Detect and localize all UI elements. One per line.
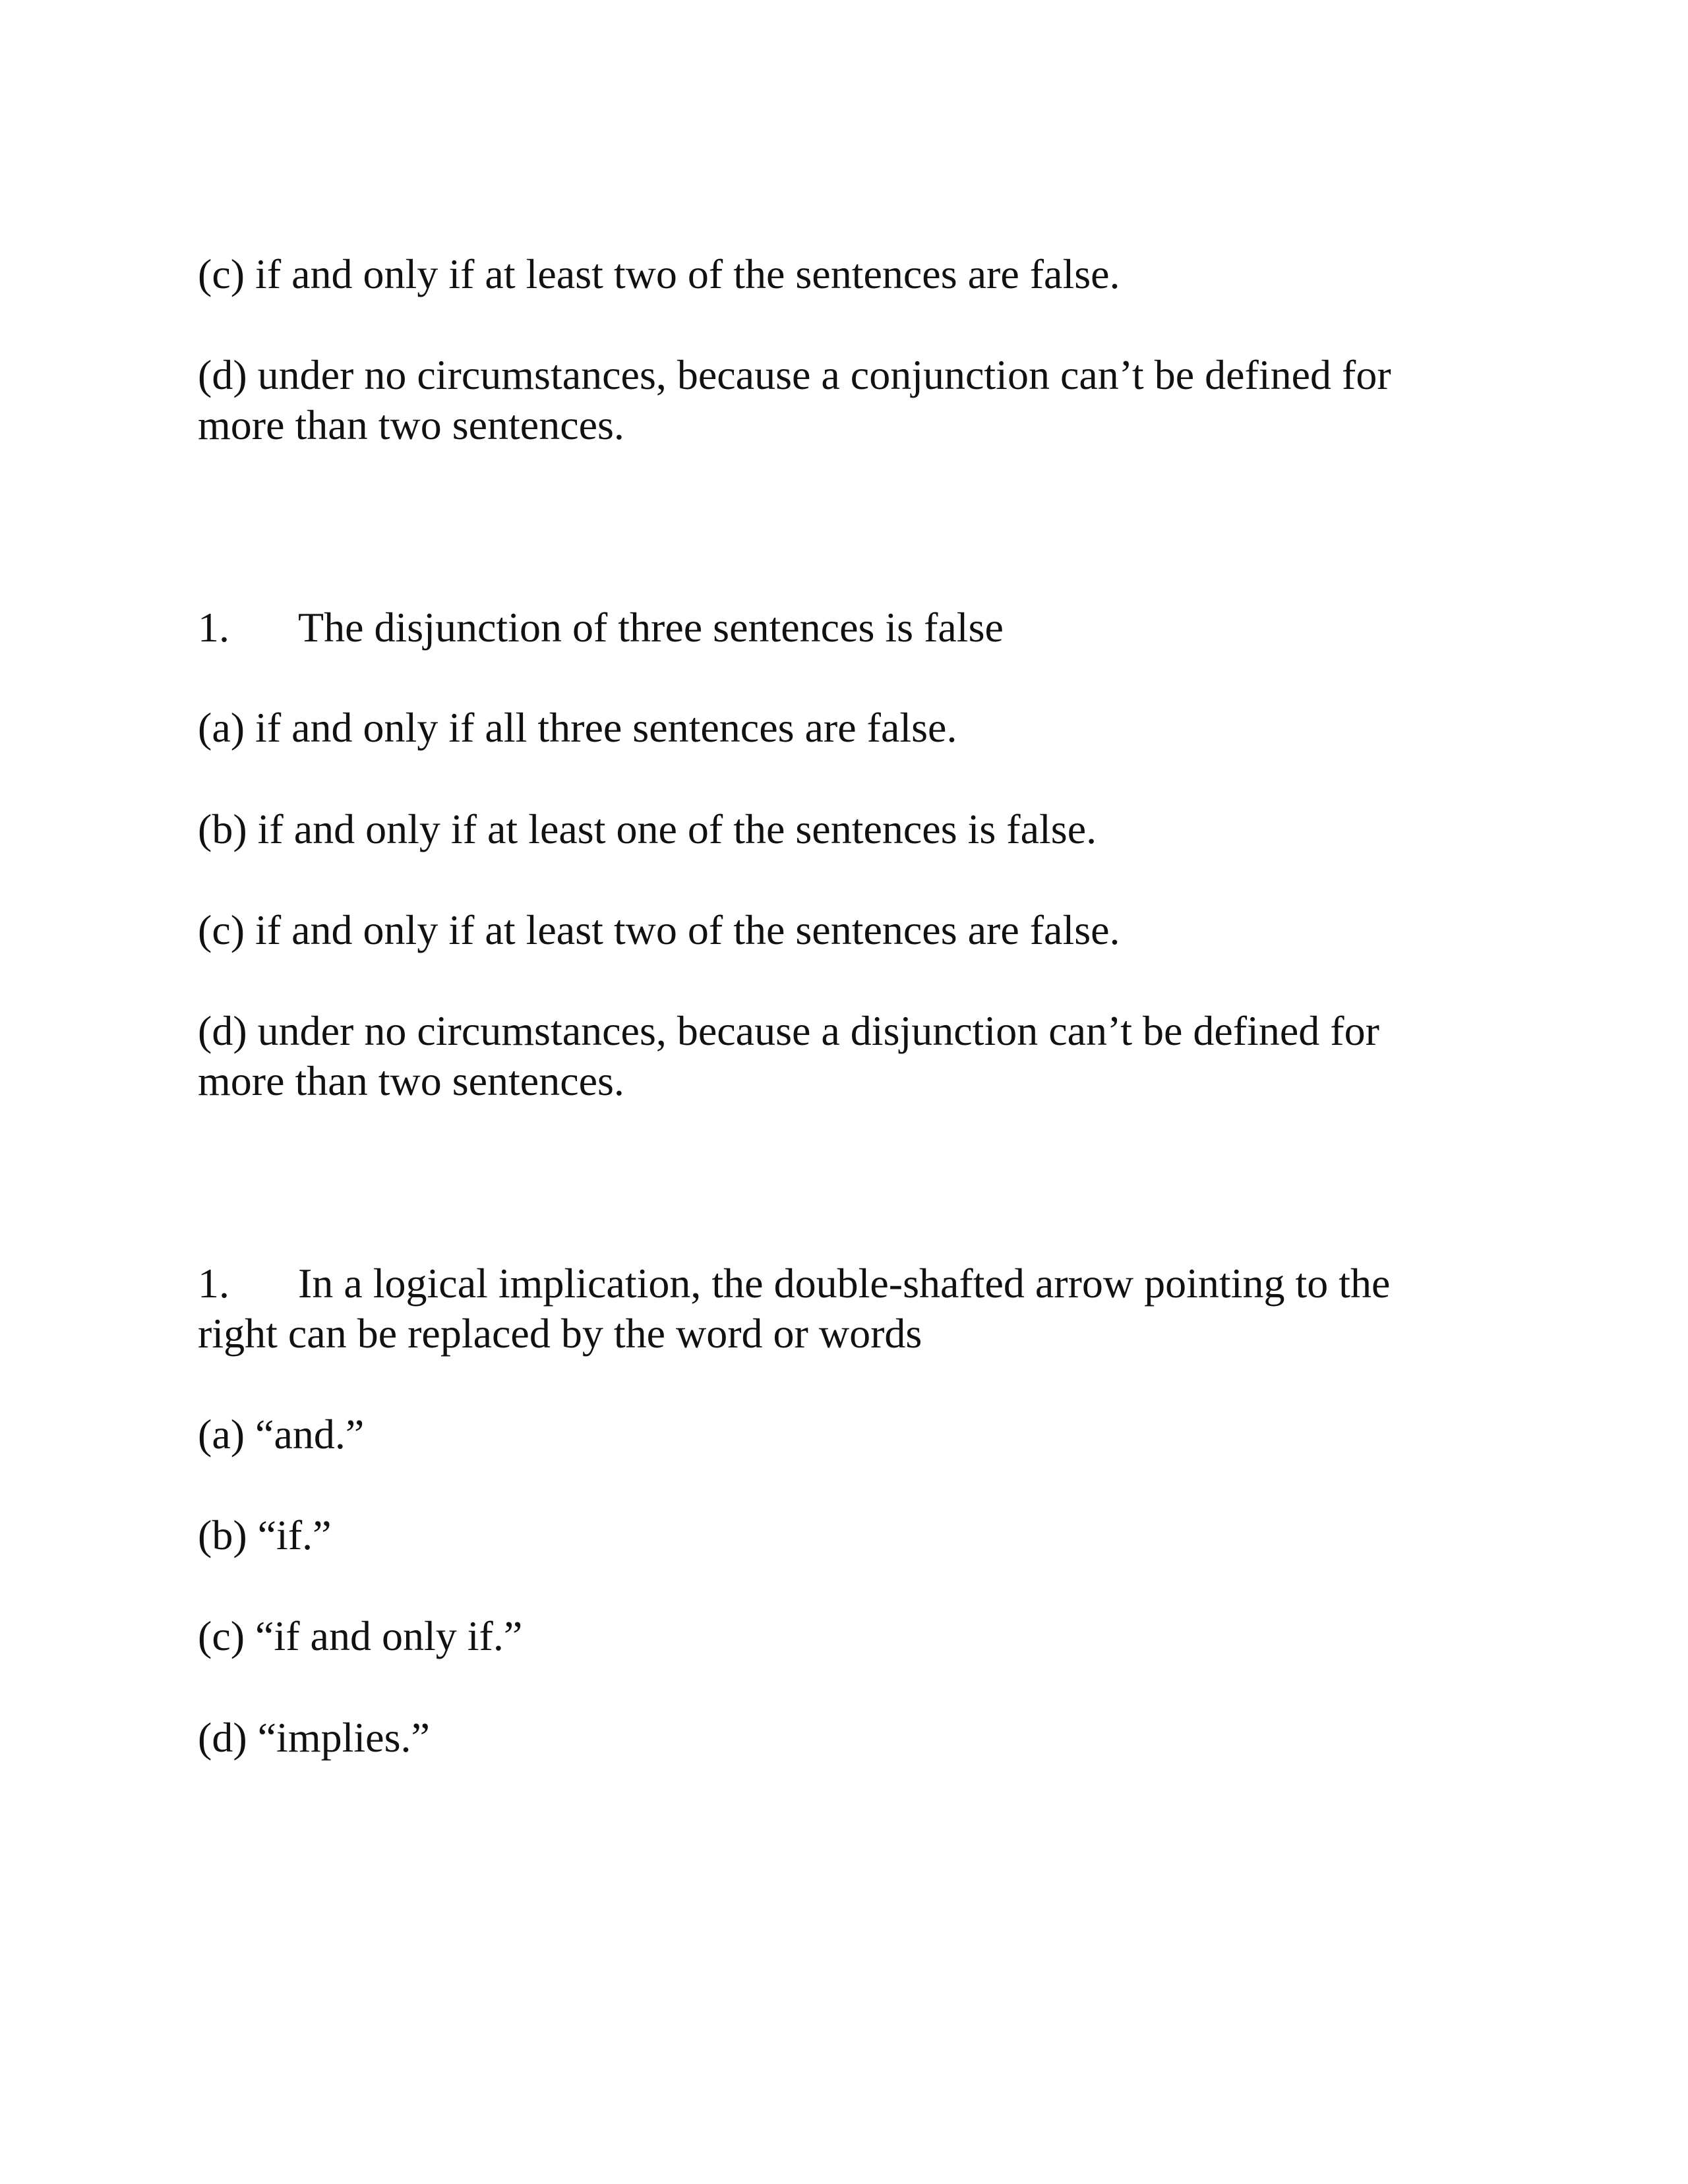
question-number: 1.	[198, 1260, 229, 1307]
implication-option-d: (d) “implies.”	[198, 1714, 430, 1761]
disjunction-option-a: (a) if and only if all three sentences are false.	[198, 704, 957, 751]
prev-option-d-line2: more than two sentences.	[198, 401, 624, 448]
question-number: 1.	[198, 604, 229, 651]
disjunction-option-d-line1: (d) under no circumstances, because a disjunction can’t be defined for	[198, 1007, 1379, 1054]
prev-option-d-line1: (d) under no circumstances, because a conjunction can’t be defined for	[198, 351, 1391, 398]
disjunction-option-b: (b) if and only if at least one of the sentences is false.	[198, 806, 1097, 852]
question-text: In a logical implication, the double-shafted arrow pointing to the	[298, 1260, 1391, 1307]
disjunction-question-stem	[198, 603, 1004, 653]
implication-question-stem-line2: right can be replaced by the word or words	[198, 1310, 922, 1357]
implication-question-stem-line1	[198, 1258, 1390, 1309]
question-text: The disjunction of three sentences is false	[298, 604, 1004, 651]
disjunction-option-c: (c) if and only if at least two of the sentences are false.	[198, 906, 1120, 953]
implication-option-b: (b) “if.”	[198, 1512, 332, 1558]
disjunction-option-d-line2: more than two sentences.	[198, 1057, 624, 1104]
implication-option-c: (c) “if and only if.”	[198, 1612, 523, 1659]
implication-option-a: (a) “and.”	[198, 1411, 365, 1458]
prev-option-c: (c) if and only if at least two of the sentences are false.	[198, 251, 1120, 297]
